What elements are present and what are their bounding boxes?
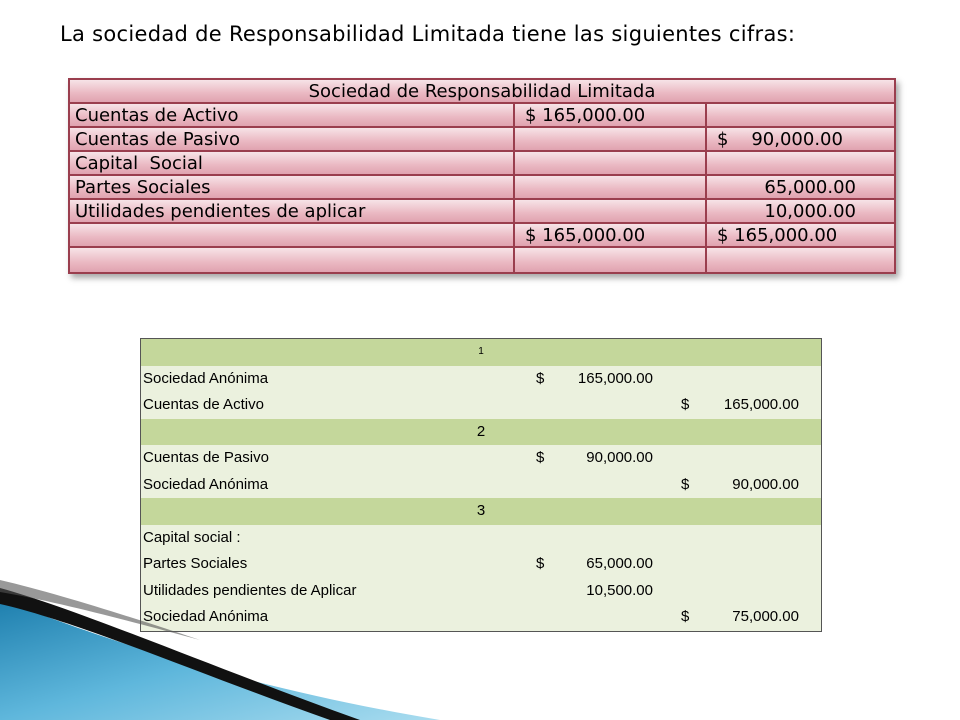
credit-total: $ 165,000.00 [706, 223, 895, 247]
empty-row [69, 247, 895, 273]
journal-row [141, 472, 821, 499]
journal-row [141, 366, 821, 393]
account-label: Sociedad Anónima [143, 608, 269, 625]
journal-row [141, 445, 821, 472]
entry-header-1: 1 [141, 339, 821, 366]
empty-cell [69, 247, 514, 273]
page-heading: La sociedad de Responsabilidad Limitada tiene las siguientes cifras: [60, 22, 796, 46]
credit-cell: $ 90,000.00 [706, 127, 895, 151]
journal-row [141, 525, 821, 552]
table-row [69, 175, 895, 199]
table-title: Sociedad de Responsabilidad Limitada [69, 79, 895, 103]
table-title-row [69, 79, 895, 103]
currency-sign: $ [536, 449, 545, 466]
table-row [69, 151, 895, 175]
amount-value: 90,000.00 [586, 449, 653, 466]
currency-sign: $ [536, 369, 545, 387]
row-label: Cuentas de Activo [69, 103, 514, 127]
empty-cell [514, 247, 706, 273]
debit-cell [514, 127, 706, 151]
amount-value: 65,000.00 [586, 555, 653, 572]
table-row [69, 127, 895, 151]
amount-value: 90,000.00 [732, 475, 799, 493]
debit-cell [514, 151, 706, 175]
empty-cell [706, 247, 895, 273]
row-label: Partes Sociales [69, 175, 514, 199]
srl-balance-table [68, 78, 896, 274]
entry-header-2: 2 [141, 419, 821, 446]
debit-cell [514, 175, 706, 199]
currency-sign: $ [681, 475, 690, 493]
account-label: Capital social : [143, 528, 241, 546]
journal-row [141, 392, 821, 419]
credit-cell [706, 151, 895, 175]
row-label: Cuentas de Pasivo [69, 127, 514, 151]
amount-value: 10,500.00 [586, 581, 653, 599]
currency-sign: $ [536, 555, 545, 572]
entry-header-3: 3 [141, 498, 821, 525]
currency-sign: $ [681, 396, 690, 413]
debit-cell [514, 199, 706, 223]
amount-value: 165,000.00 [723, 396, 799, 413]
account-label: Partes Sociales [143, 555, 248, 572]
credit-cell [706, 103, 895, 127]
account-label: Sociedad Anónima [143, 475, 269, 493]
table-row [69, 103, 895, 127]
amount-value: 75,000.00 [732, 608, 799, 625]
row-label: Utilidades pendientes de aplicar [69, 199, 514, 223]
account-label: Sociedad Anónima [143, 369, 269, 387]
row-label: Capital Social [69, 151, 514, 175]
row-label [69, 223, 514, 247]
currency-sign: $ [681, 608, 690, 625]
credit-cell: 10,000.00 [706, 199, 895, 223]
totals-row [69, 223, 895, 247]
debit-cell: $ 165,000.00 [514, 103, 706, 127]
decorative-swoosh [0, 560, 440, 720]
amount-value: 165,000.00 [577, 369, 653, 387]
account-label: Cuentas de Activo [143, 396, 264, 413]
table-row [69, 199, 895, 223]
credit-cell: 65,000.00 [706, 175, 895, 199]
account-label: Utilidades pendientes de Aplicar [143, 581, 357, 599]
debit-total: $ 165,000.00 [514, 223, 706, 247]
account-label: Cuentas de Pasivo [143, 449, 269, 466]
